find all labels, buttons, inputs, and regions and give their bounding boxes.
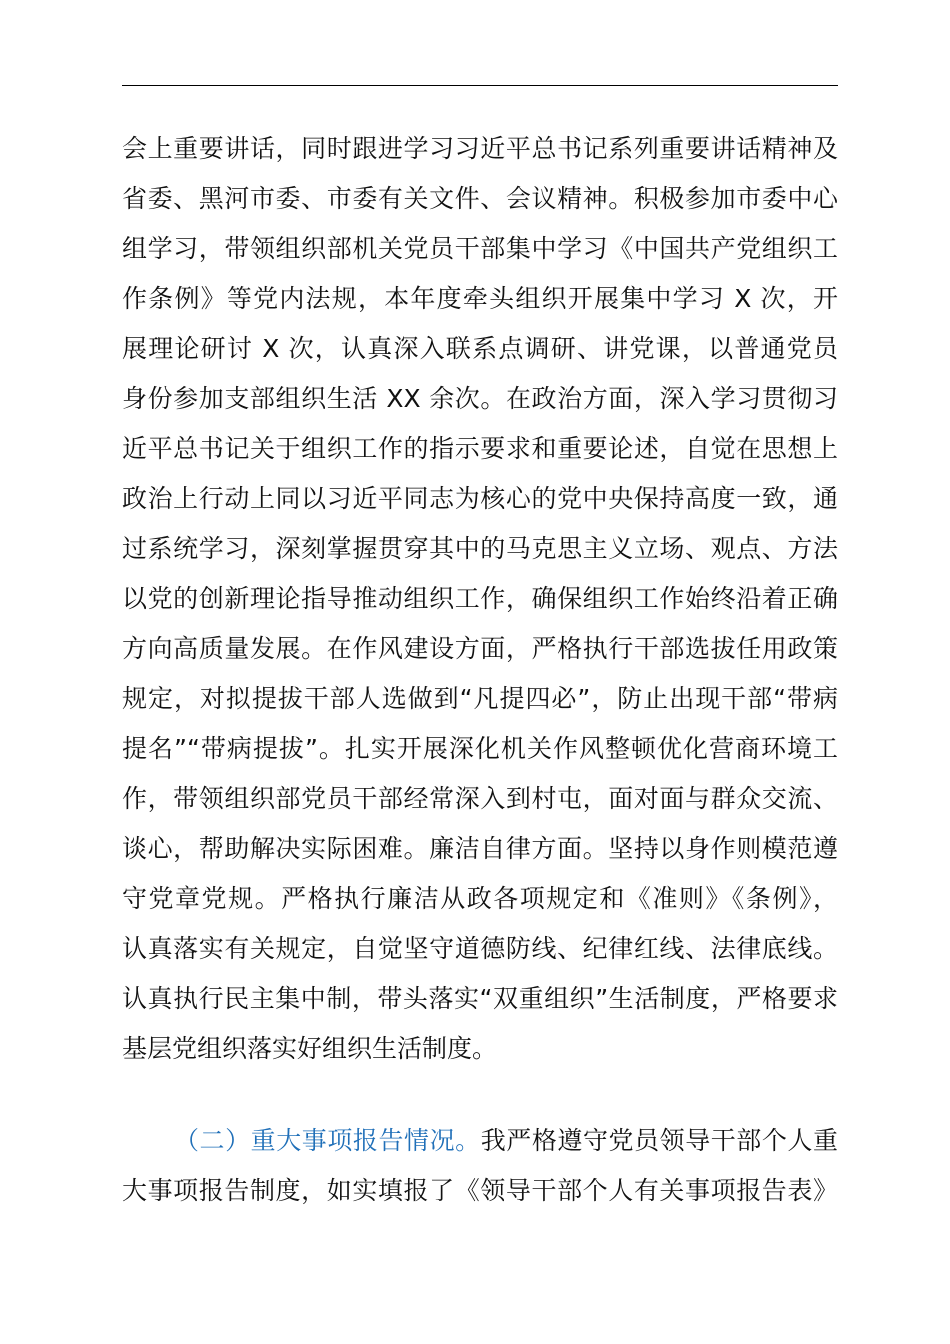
body-line-5: 展理论研讨 X 次，认真深入联系点调研、讲党课，以普通党员 (122, 334, 838, 363)
body-line-11: 方向高质量发展。在作风建设方面，严格执行干部选拔任用政策 (122, 634, 838, 663)
body-line-12: 规定，对拟提拔干部人选做到“凡提四必”，防止出现干部“带病 (122, 684, 838, 713)
body-line-19: 基层党组织落实好组织生活制度。 (122, 1034, 498, 1063)
section-2-first-line (122, 1116, 838, 1166)
section-text: 我严格遵守党员领导干部个人重 (480, 1126, 838, 1155)
header-rule (122, 85, 838, 86)
section-heading: （二）重大事项报告情况。 (174, 1126, 481, 1155)
body-line-7: 近平总书记关于组织工作的指示要求和重要论述，自觉在思想上 (122, 434, 838, 463)
body-line-13: 提名”“带病提拔”。扎实开展深化机关作风整顿优化营商环境工 (122, 734, 838, 763)
body-line-15: 谈心，帮助解决实际困难。廉洁自律方面。坚持以身作则模范遵 (122, 834, 838, 863)
body-line-18: 认真执行民主集中制，带头落实“双重组织”生活制度，严格要求 (122, 984, 838, 1013)
body-line-16: 守党章党规。严格执行廉洁从政各项规定和《准则》《条例》， (122, 884, 838, 913)
body-line-17: 认真落实有关规定，自觉坚守道德防线、纪律红线、法律底线。 (122, 934, 838, 963)
section-2-line-2: 大事项报告制度，如实填报了《领导干部个人有关事项报告表》 (122, 1176, 838, 1205)
document-body (122, 124, 838, 1216)
body-line-3: 组学习，带领组织部机关党员干部集中学习《中国共产党组织工 (122, 234, 838, 263)
body-line-6: 身份参加支部组织生活 XX 余次。在政治方面，深入学习贯彻习 (122, 384, 838, 413)
body-line-2: 省委、黑河市委、市委有关文件、会议精神。积极参加市委中心 (122, 184, 838, 213)
body-line-4: 作条例》等党内法规，本年度牵头组织开展集中学习 X 次，开 (122, 284, 838, 313)
paragraph-gap (122, 1074, 838, 1116)
body-line-14: 作，带领组织部党员干部经常深入到村屯，面对面与群众交流、 (122, 784, 838, 813)
body-line-10: 以党的创新理论指导推动组织工作，确保组织工作始终沿着正确 (122, 584, 838, 613)
body-line-8: 政治上行动上同以习近平同志为核心的党中央保持高度一致，通 (122, 484, 838, 513)
body-line-9: 过系统学习，深刻掌握贯穿其中的马克思主义立场、观点、方法 (122, 534, 838, 563)
body-line-1: 会上重要讲话，同时跟进学习习近平总书记系列重要讲话精神及 (122, 134, 838, 163)
